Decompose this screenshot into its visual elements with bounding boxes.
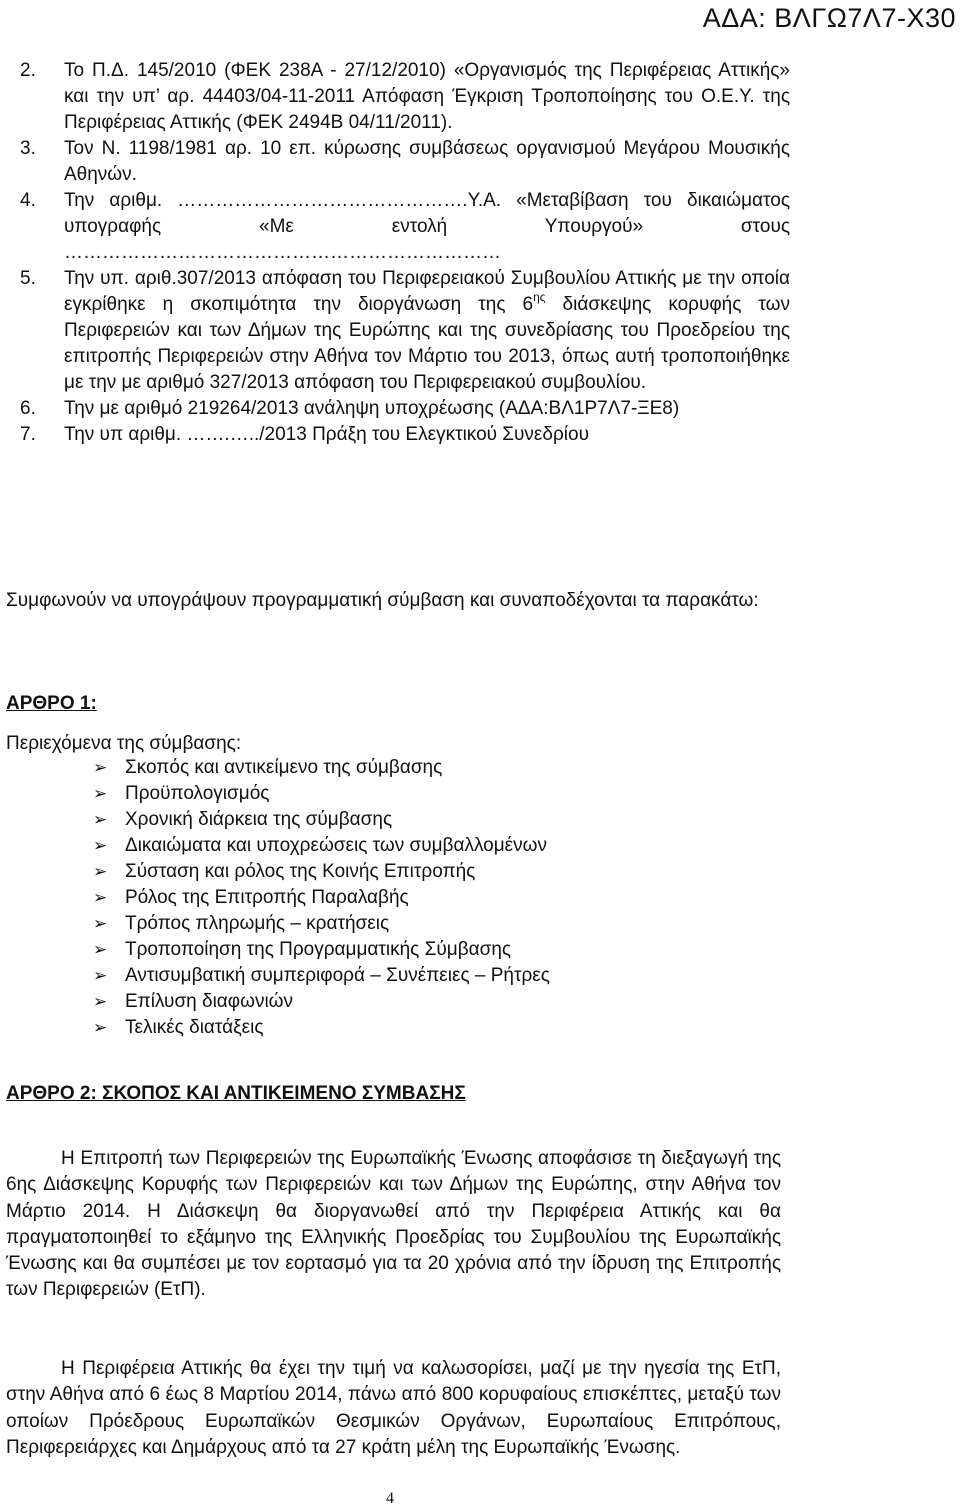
list-item	[93, 859, 550, 885]
list-item	[20, 136, 790, 188]
item-text: Τον Ν. 1198/1981 αρ. 10 επ. κύρωσης συμβάσεως οργανισμού Μεγάρου Μουσικής Αθηνών.	[64, 138, 790, 185]
list-item	[20, 188, 790, 266]
list-item	[20, 58, 790, 136]
list-item-text: Αντισυμβατική συμπεριφορά – Συνέπειες – Ρήτρες	[125, 965, 550, 986]
item-number: 4.	[20, 190, 36, 211]
item-number: 6.	[20, 398, 36, 419]
arrow-bullet-icon: ➢	[93, 758, 108, 777]
arrow-bullet-icon: ➢	[93, 914, 108, 933]
arrow-bullet-icon: ➢	[93, 1018, 108, 1037]
item-number: 7.	[20, 424, 36, 445]
item-text-part: Την υπ. αριθ.307/2013 απόφαση του Περιφερειακού Συμβουλίου Αττικής με την οποία εγκρίθηκε η σκοπιμότητα την διοργάνωση της 6	[64, 268, 790, 315]
list-item	[20, 396, 790, 422]
item-text: Το Π.Δ. 145/2010 (ΦΕΚ 238Α - 27/12/2010) «Οργανισμός της Περιφέρειας Αττικής» και την υπ’ αρ. 44403/04-11-2011 Απόφαση Έγκριση Τροποποίησης του Ο.Ε.Υ. της Περιφέρειας Αττικής (ΦΕΚ 2494Β 04/11/2011).	[64, 60, 790, 133]
list-item-text: Τρόπος πληρωμής – κρατήσεις	[125, 913, 390, 934]
ordinal-superscript: ης	[533, 289, 546, 304]
list-item-text: Σύσταση και ρόλος της Κοινής Επιτροπής	[125, 861, 476, 882]
item-number: 5.	[20, 268, 36, 289]
article2-paragraph-2: Η Περιφέρεια Αττικής θα έχει την τιμή να καλωσορίσει, μαζί με την ηγεσία της ΕτΠ, στην Αθήνα από 6 έως 8 Μαρτίου 2014, πάνω από 800 κορυφαίους επισκέπτες, μεταξύ των οποίων Πρόεδρους Ευρωπαϊκών Θεσμικών Οργάνων, Ευρωπαίους Επιτρόπους, Περιφερειάρχες και Δημάρχους από τα 27 κράτη μέλη της Ευρωπαϊκής Ένωσης.	[6, 1358, 781, 1458]
list-item-text: Προϋπολογισμός	[125, 783, 270, 804]
arrow-bullet-icon: ➢	[93, 810, 108, 829]
article2-paragraph-1: Η Επιτροπή των Περιφερειών της Ευρωπαϊκής Ένωσης αποφάσισε τη διεξαγωγή της 6ης Διάσκεψης Κορυφής των Περιφερειών και των Δήμων της Ευρώπης, στην Αθήνα τον Μάρτιο 2014. Η Διάσκεψη θα διοργανωθεί από την Περιφέρεια Αττικής και θα πραγματοποιηθεί το εξάμηνο της Ελληνικής Προεδρίας του Συμβουλίου της Ευρωπαϊκής Ένωσης και θα συμπέσει με τον εορτασμό για τα 20 χρόνια από την ίδρυση της Επιτροπής των Περιφερειών (ΕτΠ).	[6, 1148, 781, 1301]
list-item	[93, 911, 550, 937]
arrow-bullet-icon: ➢	[93, 784, 108, 803]
list-item-text: Τροποποίηση της Προγραμματικής Σύμβασης	[125, 939, 512, 960]
page-number: 4	[386, 1490, 394, 1507]
list-item	[93, 963, 550, 989]
item-number: 2.	[20, 60, 36, 81]
ada-code: ΑΔΑ: ΒΛΓΩ7Λ7-Χ30	[702, 3, 956, 33]
list-item	[93, 885, 550, 911]
list-item-text: Επίλυση διαφωνιών	[125, 991, 294, 1012]
contents-label: Περιεχόμενα της σύμβασης:	[6, 733, 242, 754]
list-item-text: Τελικές διατάξεις	[125, 1017, 264, 1038]
item-number: 3.	[20, 138, 36, 159]
list-item-text: Σκοπός και αντικείμενο της σύμβασης	[125, 757, 443, 778]
list-item-text: Ρόλος της Επιτροπής Παραλαβής	[125, 887, 409, 908]
item-text	[64, 266, 790, 396]
arrow-bullet-icon: ➢	[93, 836, 108, 855]
arrow-bullet-icon: ➢	[93, 940, 108, 959]
list-item	[93, 781, 550, 807]
list-item	[93, 937, 550, 963]
arrow-bullet-icon: ➢	[93, 966, 108, 985]
item-text: Την υπ αριθμ. …….…../2013 Πράξη του Ελεγκτικού Συνεδρίου	[64, 424, 589, 445]
article2-heading: ΑΡΘΡΟ 2: ΣΚΟΠΟΣ ΚΑΙ ΑΝΤΙΚΕΙΜΕΝΟ ΣΥΜΒΑΣΗΣ	[6, 1083, 466, 1104]
list-item	[93, 833, 550, 859]
list-item	[20, 266, 790, 396]
item-text: Την αριθμ. ……………………………………….Υ.Α. «Μεταβίβαση του δικαιώματος υπογραφής «Με εντολή Υπουργού» στους ……………………………………………………………	[64, 190, 790, 263]
item-text: Την με αριθμό 219264/2013 ανάληψη υποχρέωσης (ΑΔΑ:ΒΛ1Ρ7Λ7-ΞΕ8)	[64, 398, 680, 419]
arrow-bullet-icon: ➢	[93, 992, 108, 1011]
list-item	[93, 807, 550, 833]
contents-list	[93, 755, 550, 1041]
arrow-bullet-icon: ➢	[93, 888, 108, 907]
list-item-text: Δικαιώματα και υποχρεώσεις των συμβαλλομένων	[125, 835, 547, 856]
list-item	[93, 755, 550, 781]
list-item	[20, 422, 790, 448]
list-item	[93, 989, 550, 1015]
list-item-text: Χρονική διάρκεια της σύμβασης	[125, 809, 393, 830]
considerations-list	[20, 58, 790, 448]
arrow-bullet-icon: ➢	[93, 862, 108, 881]
agreement-intro: Συμφωνούν να υπογράψουν προγραμματική σύμβαση και συναποδέχονται τα παρακάτω:	[6, 590, 759, 611]
article1-heading: ΑΡΘΡΟ 1:	[6, 693, 97, 714]
list-item	[93, 1015, 550, 1041]
item-text-part: διάσκεψης κορυφής των Περιφερειών και των Δήμων της Ευρώπης και της συνεδρίασης του Προεδρείου της επιτροπής Περιφερειών στην Αθήνα τον Μάρτιο του 2013, όπως αυτή τροποποιήθηκε με την με αριθμό 327/2013 απόφαση του Περιφερειακού συμβουλίου.	[64, 294, 790, 393]
